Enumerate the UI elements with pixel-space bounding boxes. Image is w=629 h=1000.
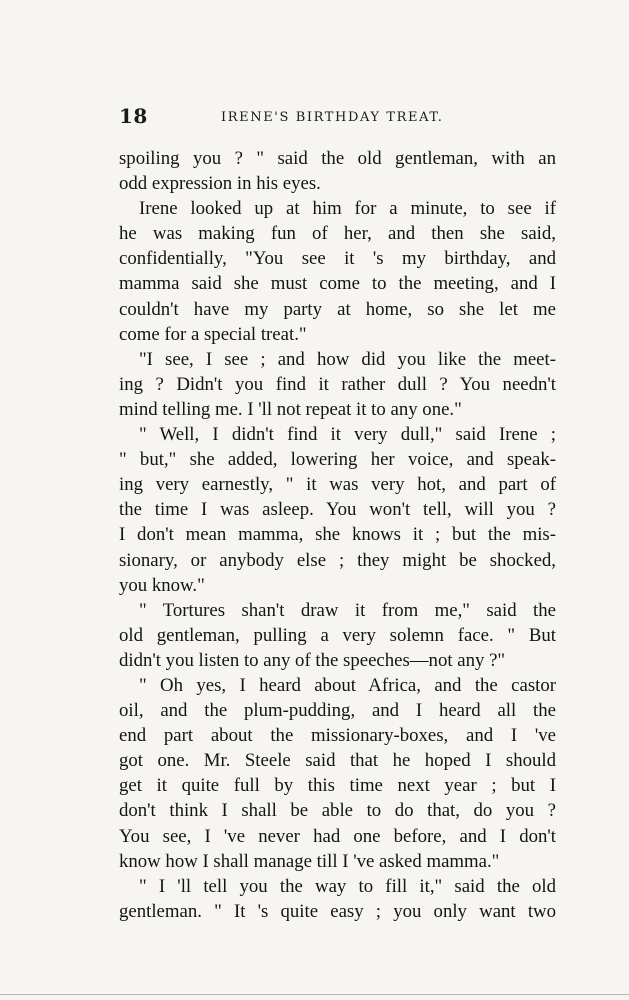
- page-header: [119, 104, 556, 130]
- text-line: You see, I 've never had one before, and I don't: [119, 825, 556, 847]
- text-line: sionary, or anybody else ; they might be shocked,: [119, 549, 556, 571]
- text-line: end part about the missionary-boxes, and I 've: [119, 725, 556, 747]
- text-line: " but," she added, lowering her voice, and speak-: [119, 449, 556, 471]
- text-line: " Tortures shan't draw it from me," said the: [139, 599, 556, 621]
- text-line: spoiling you ? " said the old gentleman, with an: [119, 148, 556, 169]
- text-line: old gentleman, pulling a very solemn face. " But: [119, 624, 556, 646]
- text-line: you know.": [119, 574, 205, 596]
- text-line: come for a special treat.": [119, 323, 307, 345]
- text-line: get it quite full by this time next year ; but I: [119, 775, 556, 797]
- text-line: gentleman. " It 's quite easy ; you only want two: [119, 900, 556, 922]
- text-line: know how I shall manage till I 've asked mamma.": [119, 850, 500, 872]
- text-line: odd expression in his eyes.: [119, 173, 321, 195]
- text-line: " Oh yes, I heard about Africa, and the castor: [139, 674, 556, 696]
- text-line: ing very earnestly, " it was very hot, and part of: [119, 474, 556, 496]
- text-line: the time I was asleep. You won't tell, will you ?: [119, 499, 556, 521]
- text-line: mamma said she must come to the meeting, and I: [119, 273, 556, 295]
- text-line: " Well, I didn't find it very dull," said Irene ;: [139, 424, 556, 446]
- text-line: don't think I shall be able to do that, do you ?: [119, 800, 556, 822]
- text-line: mind telling me. I 'll not repeat it to any one.": [119, 398, 462, 420]
- text-line: I don't mean mamma, she knows it ; but the mis-: [119, 524, 556, 546]
- running-title: IRENE'S BIRTHDAY TREAT.: [221, 110, 444, 125]
- text-line: couldn't have my party at home, so she let me: [119, 298, 556, 320]
- text-line: didn't you listen to any of the speeches—not any ?": [119, 649, 506, 671]
- text-line: got one. Mr. Steele said that he hoped I should: [119, 750, 556, 772]
- text-line: "I see, I see ; and how did you like the meet-: [139, 348, 556, 370]
- text-line: oil, and the plum-pudding, and I heard all the: [119, 700, 556, 722]
- page-number: 18: [119, 104, 148, 128]
- text-line: ing ? Didn't you find it rather dull ? You needn't: [119, 373, 556, 395]
- text-line: Irene looked up at him for a minute, to see if: [139, 198, 556, 220]
- text-line: confidentially, "You see it 's my birthday, and: [119, 248, 556, 270]
- text-line: " I 'll tell you the way to fill it," said the old: [139, 875, 556, 897]
- text-line: he was making fun of her, and then she said,: [119, 223, 556, 245]
- body-text: [119, 146, 556, 924]
- page-edge: [0, 994, 629, 995]
